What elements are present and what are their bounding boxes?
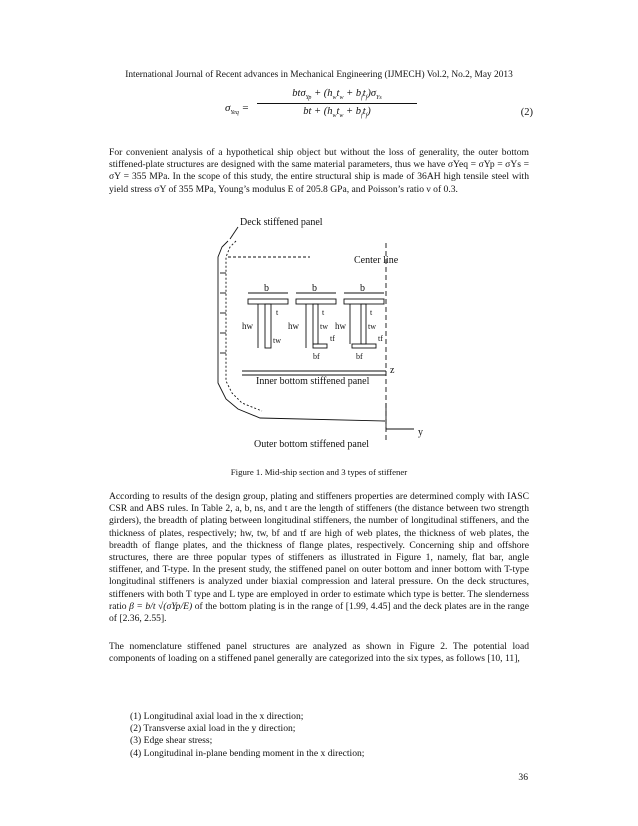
- paragraph-nomenclature: The nomenclature stiffened panel structures are analyzed as shown in Figure 2. The potential load components of loading on a stiffened panel generally are categorized into the six types, as follows [10, 11],: [109, 641, 529, 665]
- list-item: (4) Longitudinal in-plane bending moment in the x direction;: [130, 747, 365, 759]
- load-list: [130, 711, 364, 760]
- b-label-3: b: [360, 283, 365, 294]
- y-axis-label: y: [418, 427, 423, 438]
- slenderness-formula: β = b/t √(σYp/E): [129, 600, 193, 612]
- equation-2: [225, 88, 415, 136]
- tf-label-2: tf: [378, 334, 383, 343]
- t-label-1: t: [276, 308, 279, 317]
- paragraph-material: For convenient analysis of a hypothetical ship object but without the loss of generality, the outer bottom stiffened-plate structures are designed with the same material parameters, thus we have σYeq = σYp = σYs = σY = 355 MPa. In the scope of this study, the entire structural ship is made of 36AH high tensile steel with yield stress σY of 355 MPa, Young’s modulus E of 205.8 GPa, and Poisson’s ratio ν of 0.3.: [109, 147, 529, 195]
- equation-denominator: bt + $(h_wt_w + b_ft_f)$: [257, 103, 417, 119]
- tw-label-2: tw: [320, 322, 328, 331]
- deck-panel-label: Deck stiffened panel: [240, 217, 323, 228]
- tw-label-3: tw: [368, 322, 376, 331]
- hw-label-1: hw: [242, 321, 253, 331]
- t-label-3: t: [370, 308, 373, 317]
- outer-bottom-label: Outer bottom stiffened panel: [254, 439, 370, 450]
- b-label-1: b: [264, 283, 269, 294]
- running-header: International Journal of Recent advances in Mechanical Engineering (IJMECH) Vol.2, No.2, May 2013: [125, 70, 513, 80]
- hw-label-2: hw: [288, 321, 299, 331]
- page-number: 36: [518, 772, 528, 783]
- bf-label-1: bf: [313, 352, 320, 361]
- midship-section-diagram: [200, 213, 440, 463]
- list-item: (1) Longitudinal axial load in the x direction;: [130, 711, 304, 722]
- equation-lhs: $\sigma_{Yeq}$ =: [225, 102, 250, 117]
- z-axis-label: z: [390, 365, 395, 376]
- equation-number: (2): [520, 107, 533, 118]
- inner-bottom-label: Inner bottom stiffened panel: [256, 376, 370, 387]
- tw-label-1: tw: [273, 336, 281, 345]
- equation-numerator: $bt\sigma_{Yp} + (h_wt_w + b_ft_f)\sigma_{Ys}$: [292, 88, 382, 102]
- equation-fraction: [257, 88, 417, 119]
- list-item: (3) Edge shear stress;: [130, 735, 213, 747]
- center-line-label: Center line: [354, 255, 399, 266]
- tf-label-1: tf: [330, 334, 335, 343]
- figure-caption: Figure 1. Mid-ship section and 3 types of stiffener: [230, 467, 408, 477]
- paragraph-design: [109, 491, 529, 625]
- t-label-2: t: [322, 308, 325, 317]
- paragraph-design-tail: of the bottom plating is in the range of [1.99, 4.45] and the deck plates are in the range of [2.36, 2.55].: [109, 600, 529, 625]
- bf-label-2: bf: [356, 352, 363, 361]
- b-label-2: b: [312, 283, 317, 294]
- figure-midship-section: [200, 213, 440, 463]
- hw-label-3: hw: [335, 321, 346, 331]
- list-item: (2) Transverse axial load in the y direction;: [130, 723, 296, 735]
- paragraph-design-text: According to results of the design group, plating and stiffeners properties are determined comply with IASC CSR and ABS rules. In Table 2, a, b, ns, and t are the length of stiffeners (the distance between two strength girders), the breadth of plating between longitudinal stiffeners, the number of longitudinal stiffeners, and the thickness of plates, respectively; hw, tw, bf and tf are high of web plates, the thickness of web plates, the breadth of flange plates, and the thickness of flange plates, respectively. Concerning ship and offshore structures, there are three popular types of stiffeners as illustrated in Figure 1, namely, flat bar, angle stiffener, and T-type. In the present study, the stiffened panel on outer bottom and inner bottom with T-type longitudinal stiffeners is analyzed under biaxial compression and lateral pressure. On the deck structures, stiffeners with both T type and L type are employed in order to estimate which type is better. The slenderness ratio: [109, 491, 529, 612]
